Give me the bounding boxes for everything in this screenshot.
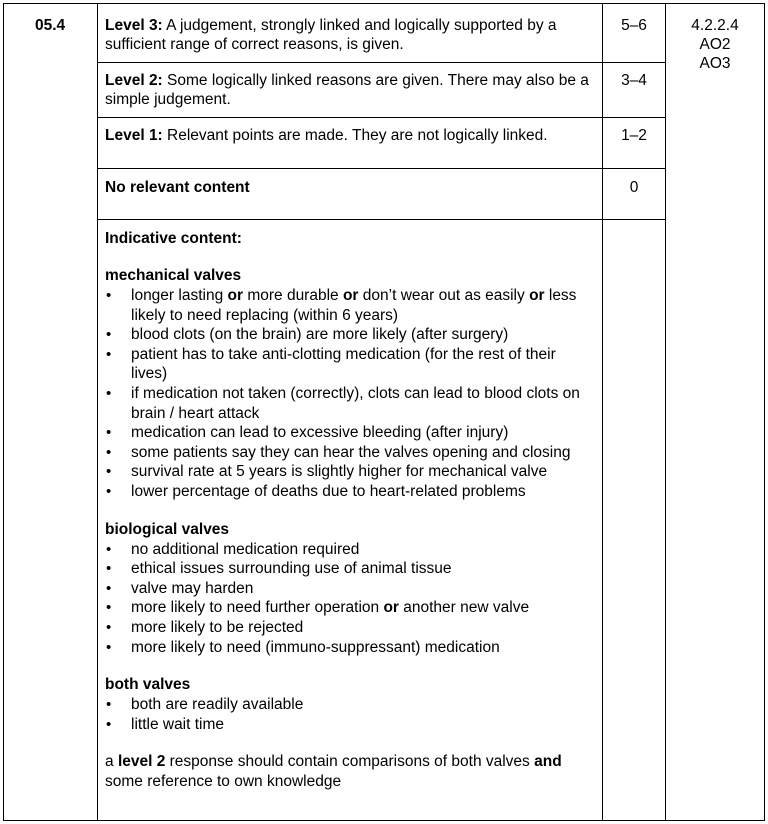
table-border-right (764, 3, 765, 821)
text-run: some reference to own knowledge (105, 772, 342, 790)
both-valves-list (105, 695, 593, 734)
list-item: • both are readily available (105, 695, 593, 715)
level-1-descriptor (105, 126, 595, 145)
indicative-content (105, 229, 593, 791)
text-run: more likely to need further operation (131, 599, 384, 617)
level-label: Level 3: (105, 17, 163, 34)
biological-valves-list (105, 540, 593, 658)
row-divider (97, 168, 665, 169)
list-item: • if medication not taken (correctly), clots can lead to blood clots on brain / heart attack (105, 384, 593, 423)
list-item: • survival rate at 5 years is slightly higher for mechanical valve (105, 462, 593, 482)
level-2-descriptor (105, 71, 595, 109)
row-divider (97, 219, 665, 220)
table-border-left (3, 3, 4, 821)
assessment-objective: AO2 (699, 36, 731, 53)
emphasis-text: or (227, 287, 244, 304)
text-run: another new valve (398, 599, 530, 617)
emphasis-text: or (383, 599, 399, 617)
list-item: • little wait time (105, 715, 593, 735)
level-text: Relevant points are made. They are not logically linked. (162, 127, 548, 144)
list-item: • medication can lead to excessive bleeding (after injury) (105, 423, 593, 443)
indicative-heading: Indicative content: (105, 230, 242, 247)
level-label: Level 2: (105, 72, 163, 89)
list-item: • ethical issues surrounding use of animal tissue (105, 559, 593, 579)
spec-reference: 4.2.2.4 (691, 17, 739, 34)
list-item: • no additional medication required (105, 540, 593, 560)
list-item (105, 598, 593, 618)
assessment-objective: AO3 (699, 55, 731, 72)
list-item: • patient has to take anti-clotting medication (for the rest of their lives) (105, 345, 593, 384)
list-item: • some patients say they can hear the valves opening and closing (105, 443, 593, 463)
question-number: 05.4 (35, 17, 66, 34)
list-item: • valve may harden (105, 579, 593, 599)
text-run: response should contain comparisons of both valves (165, 753, 535, 771)
text-run: more durable (243, 287, 343, 304)
no-content-descriptor (105, 178, 595, 197)
row-divider (97, 62, 665, 63)
level-text: Some logically linked reasons are given. There may also be a simple judgement. (105, 72, 589, 108)
level-2-note (105, 752, 593, 791)
level-3-descriptor (105, 16, 595, 54)
text-run: less likely to need replacing (within 6 years) (131, 287, 577, 324)
biological-valves-heading: biological valves (105, 520, 230, 538)
level-2-marks: 3–4 (621, 72, 647, 89)
list-item: • blood clots (on the brain) are more likely (after surgery) (105, 325, 593, 345)
list-item (105, 286, 593, 325)
level-label: Level 1: (105, 127, 163, 144)
emphasis-text: and (534, 753, 562, 771)
table-border-top (3, 3, 765, 4)
row-divider (97, 117, 665, 118)
no-content-marks: 0 (629, 179, 639, 196)
level-text: A judgement, strongly linked and logically supported by a sufficient range of correct reasons, is given. (105, 17, 557, 53)
list-item: • more likely to be rejected (105, 618, 593, 638)
emphasis-text: level 2 (117, 753, 166, 771)
column-divider (665, 3, 666, 821)
level-1-marks: 1–2 (621, 127, 647, 144)
text-run: longer lasting (131, 287, 228, 304)
text-run: a (105, 753, 118, 771)
mechanical-valves-heading: mechanical valves (105, 267, 242, 284)
mechanical-valves-list (105, 286, 593, 502)
emphasis-text: or (342, 287, 359, 304)
spec-references (666, 16, 764, 73)
list-item: • more likely to need (immuno-suppressant) medication (105, 638, 593, 658)
level-label: No relevant content (105, 179, 250, 196)
column-divider (97, 3, 98, 821)
both-valves-heading: both valves (105, 676, 191, 694)
text-run: don’t wear out as easily (358, 287, 530, 304)
list-item: • lower percentage of deaths due to heart-related problems (105, 482, 593, 502)
emphasis-text: or (529, 287, 545, 304)
table-border-bottom (3, 820, 765, 821)
level-3-marks: 5–6 (621, 17, 647, 34)
